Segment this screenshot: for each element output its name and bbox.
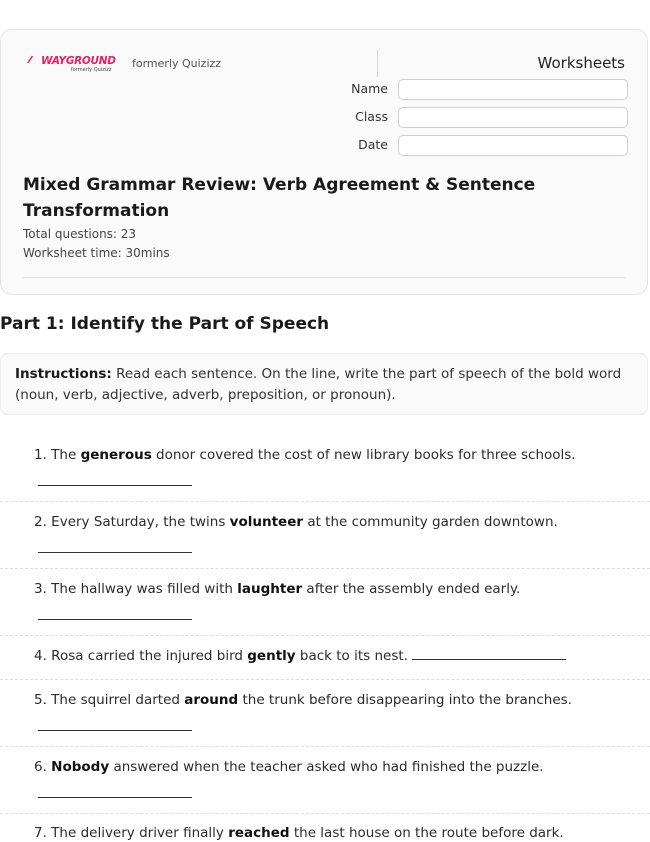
question-text: 3. The hallway was filled with (34, 581, 238, 597)
formerly-label: formerly Quizizz (132, 57, 222, 70)
question-separator (0, 813, 650, 814)
class-field[interactable] (398, 107, 628, 128)
question-text: 4. Rosa carried the injured bird (34, 648, 248, 664)
answer-line-6[interactable] (38, 797, 192, 798)
worksheet-time: Worksheet time: 30mins (23, 246, 170, 260)
question-separator (0, 635, 650, 636)
question-1 (34, 447, 634, 463)
card-divider (23, 277, 625, 278)
worksheets-label: Worksheets (537, 54, 625, 72)
question-bold-word: reached (228, 825, 290, 841)
total-questions: Total questions: 23 (23, 227, 137, 241)
question-text: the last house on the route before dark. (289, 825, 564, 841)
instructions-box (0, 353, 648, 415)
question-7 (34, 825, 634, 841)
answer-line-1[interactable] (38, 485, 192, 486)
question-bold-word: generous (80, 447, 152, 463)
question-separator (0, 568, 650, 569)
question-2 (34, 514, 634, 530)
answer-line-4[interactable] (412, 659, 566, 660)
question-3 (34, 581, 634, 597)
question-bold-word: Nobody (51, 759, 110, 775)
question-text: 5. The squirrel darted (34, 692, 185, 708)
question-text: at the community garden downtown. (303, 514, 558, 530)
logo-mark-icon: ⁄⁄ (29, 55, 31, 66)
header-divider (377, 50, 378, 77)
question-bold-word: gently (247, 648, 296, 664)
question-separator (0, 501, 650, 502)
question-text: after the assembly ended early. (302, 581, 521, 597)
answer-line-3[interactable] (38, 619, 192, 620)
logo-text: WAYGROUND (41, 55, 116, 67)
question-text: the trunk before disappearing into the branches. (238, 692, 572, 708)
question-text: answered when the teacher asked who had finished the puzzle. (109, 759, 544, 775)
question-text: 6. (34, 759, 52, 775)
answer-line-2[interactable] (38, 552, 192, 553)
worksheet-header-card (0, 29, 648, 295)
question-text: 1. The (34, 447, 81, 463)
question-text: 2. Every Saturday, the twins (34, 514, 230, 530)
question-text: 7. The delivery driver finally (34, 825, 229, 841)
part-heading: Part 1: Identify the Part of Speech (0, 314, 330, 334)
question-separator (0, 679, 650, 680)
question-bold-word: laughter (237, 581, 303, 597)
question-text: back to its nest. (295, 648, 408, 664)
question-bold-word: around (184, 692, 239, 708)
date-field[interactable] (398, 135, 628, 156)
question-bold-word: volunteer (229, 514, 304, 530)
wayground-logo (29, 55, 119, 75)
question-6 (34, 759, 634, 775)
question-5 (34, 692, 634, 708)
name-label: Name (351, 81, 388, 96)
answer-line-5[interactable] (38, 730, 192, 731)
question-separator (0, 746, 650, 747)
worksheet-title: Mixed Grammar Review: Verb Agreement & Sentence Transformation (23, 175, 536, 221)
logo-subtext: formerly Quizizz (71, 67, 112, 73)
instructions-text: Read each sentence. On the line, write the part of speech of the bold word (noun, verb, adjective, adverb, preposition, or pronoun). (15, 366, 622, 403)
date-label: Date (358, 137, 388, 152)
class-label: Class (355, 109, 388, 124)
question-4 (34, 648, 634, 664)
question-text: donor covered the cost of new library books for three schools. (151, 447, 576, 463)
instructions-label: Instructions: (15, 366, 112, 382)
name-field[interactable] (398, 79, 628, 100)
